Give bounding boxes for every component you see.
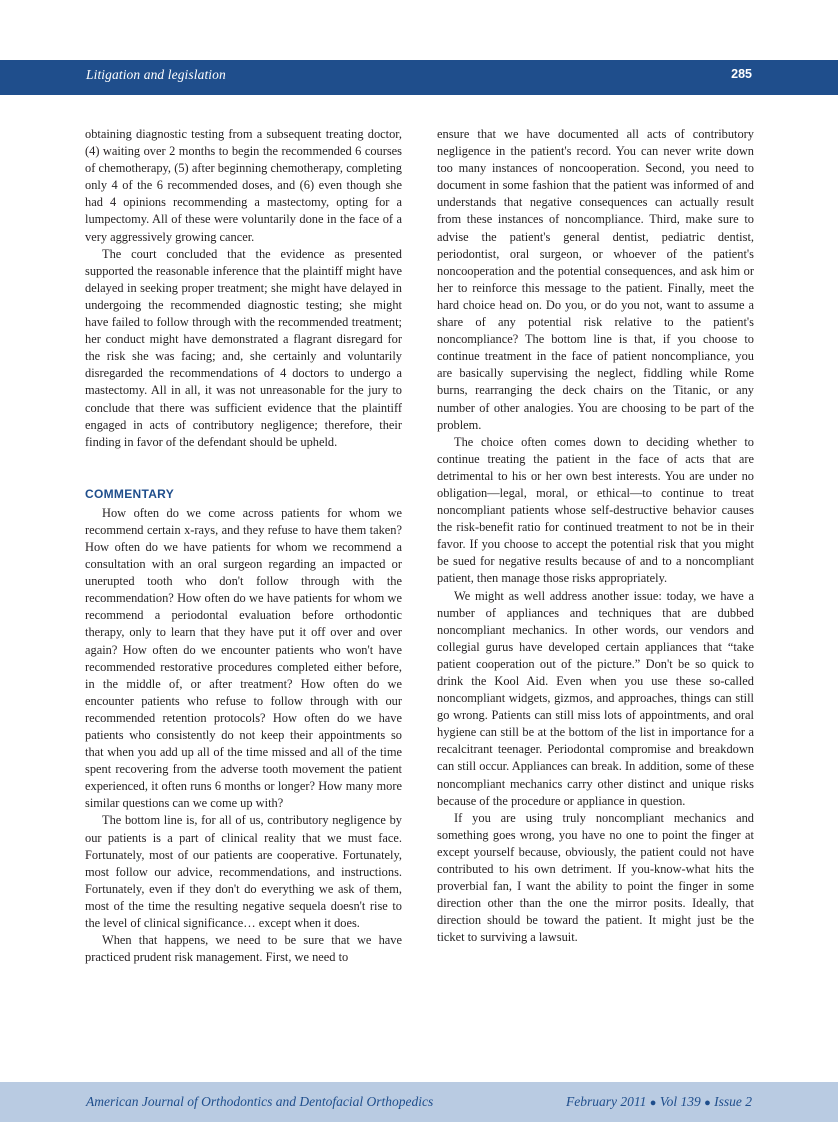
section-heading-commentary: COMMENTARY	[85, 486, 174, 501]
issue-number: Issue 2	[714, 1094, 752, 1109]
right-column	[437, 126, 754, 947]
page-number: 285	[731, 67, 752, 81]
paragraph: The court concluded that the evidence as presented supported the reasonable inference that the plaintiff might have delayed in seeking proper treatment; she might have delayed in undergoing the recommended diagnostic testing; she might have failed to follow through with the recommended treatment; her conduct might have demonstrated a flagrant disregard for the risk she was facing; and, she certainly and voluntarily disregarded the recommendations of 4 doctors to undergo a mastectomy. All in all, it was not unreasonable for the jury to conclude that there was sufficient evidence that the plaintiff engaged in acts of contributory negligence; therefore, their finding in favor of the defendant should be upheld.	[85, 246, 402, 449]
issue-info	[566, 1094, 752, 1110]
issue-date: February 2011	[566, 1094, 647, 1109]
paragraph: If you are using truly noncompliant mechanics and something goes wrong, you have no one to point the finger at except yourself because, obviously, the patient could not have contributed to his own detriment. If you-know-what hits the proverbial fan, I want the ability to point the finger in some direction other than the one the mirror posits. Ideally, that direction should be toward the patient. It might just be the ticket to surviving a lawsuit.	[437, 810, 754, 945]
paragraph: ensure that we have documented all acts of contributory negligence in the patient's record. You can never write down too many instances of noncooperation. Second, you need to document in some fashion that the patient was informed of and understands that negative consequences can actually result from these instances of noncompliance. Third, make sure to advise the patient's general dentist, pediatric dentist, periodontist, oral surgeon, or whoever of the patient's noncooperation and the potential consequences, and ask him or her to reinforce this message to the patient. Finally, meet the hard choice head on. Do you, or do you not, want to assume a share of any potential risk relative to the patient's noncompliance? The bottom line is that, if you choose to continue treatment in the face of patient noncompliance, you are basically supervising the neglect, fiddling while Rome burns, rearranging the deck chairs on the Titanic, or any number of other analogies. You are choosing to be part of the problem.	[437, 127, 754, 432]
paragraph: The bottom line is, for all of us, contributory negligence by our patients is a part of clinical reality that we must face. Fortunately, most of our patients are cooperative. Fortunately, most follow our advice, recommendations, and instructions. Fortunately, even if they don't do everything we ask of them, most of the time the resulting negative sequela doesn't rise to the level of clinical significance… except when it does.	[85, 813, 402, 931]
bullet-separator: ●	[649, 1097, 657, 1109]
paragraph: We might as well address another issue: today, we have a number of appliances and techniques that are dubbed noncompliant mechanics. In other words, our vendors and collegial gurus have developed certain appliances that “take patient cooperation out of the picture.” Don't be so quick to drink the Kool Aid. Even when you use these so-called noncompliant widgets, gizmos, and approaches, things can still go wrong. Patients can still miss lots of appointments, and oral hygiene can still be at the bottom of the list in importance for a recalcitrant teenager. Periodontal compromise and breakdown can still occur. Appliances can break. In addition, some of these noncompliant mechanics carry other distinct and unique risks because of the procedure or appliance in question.	[437, 588, 754, 808]
section-title: Litigation and legislation	[86, 67, 226, 82]
journal-name: American Journal of Orthodontics and Dentofacial Orthopedics	[86, 1094, 434, 1109]
issue-volume: Vol 139	[659, 1094, 701, 1109]
paragraph: When that happens, we need to be sure that we have practiced prudent risk management. First, we need to	[85, 933, 402, 965]
paragraph: obtaining diagnostic testing from a subsequent treating doctor, (4) waiting over 2 months to begin the recommended 6 courses of chemotherapy, (5) after beginning chemotherapy, completing only 4 of the 6 recommended doses, and (6) even though she had 4 opinions recommending a mastectomy, opting for a lumpectomy. All of these were voluntarily done in the face of a very aggressively growing cancer.	[85, 127, 402, 244]
left-column	[85, 126, 402, 966]
paragraph: The choice often comes down to deciding whether to continue treating the patient in the face of acts that are detrimental to his or her own best interests. You are under no obligation—legal, moral, or ethical—to continue to treat noncompliant patients whose self-destructive behavior causes the risk-benefit ratio for continued treatment to not be in their favor. If you choose to accept the potential risk that you might be sued for negative results because of and to a noncompliant patient, then manage those risks appropriately.	[437, 434, 754, 586]
bullet-separator: ●	[704, 1097, 711, 1109]
running-header	[0, 60, 838, 95]
paragraph: How often do we come across patients for whom we recommend certain x-rays, and they refuse to have them taken? How often do we have patients for whom we recommend a consultation with an oral surgeon regarding an impacted or unerupted tooth who don't follow through with the recommendation? How often do we have patients for whom we recommend a periodontal evaluation before orthodontic therapy, only to learn that they have put it off over and over again? How often do we encounter patients who won't have recommended restorative procedures completed either before, in the middle of, or after treatment? How often do we encounter patients who refuse to follow through with our recommended retention protocols? How often do we have patients who consistently do not keep their appointments so that when you add up all of the time missed and all of the time spent recovering from the adverse tooth movement the patient experienced, it often runs 6 months or longer? How many more similar questions can we come up with?	[85, 505, 402, 811]
running-footer	[0, 1082, 838, 1122]
